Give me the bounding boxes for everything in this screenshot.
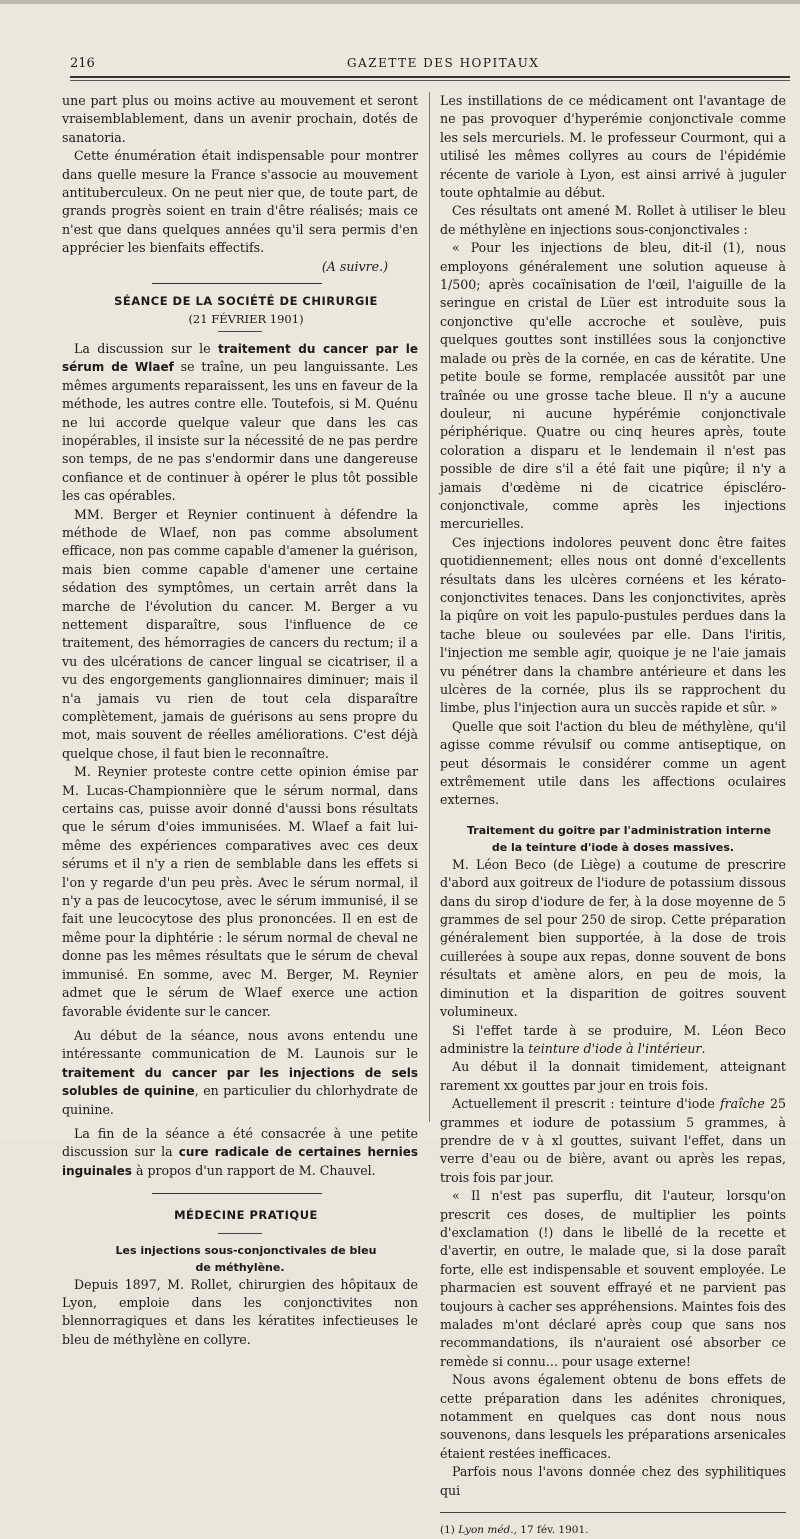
paragraph: MM. Berger et Reynier continuent à défendre la méthode de Wlaef, non pas comme absolument efficace, non pas comme capable d'amener la guérison, mais bien comme capable d'amener une certaine sédation des symptômes, un certain arrêt dans la marche de l'évolution du cancer. M. Berger a vu nettement disparaître, sous l'influence de ce traitement, des hémorragies de cancers du rectum; il a vu des ulcérations de cancer lingual se cicatriser, il a vu des engorgements ganglionnaires diminuer; mais il n'a jamais vu rien de tout cela disparaître complètement, jamais de guérisons au sens propre du mot, mais souvent de réelles améliorations. C'est déjà quelque chose, il faut bien le reconnaître. [62,506,418,761]
section-date: (21 FÉVRIER 1901) [188,312,304,327]
paragraph: Depuis 1897, M. Rollet, chirurgien des hôpitaux de Lyon, emploie dans les conjonctivites non blennorragiques et dans les kératites infectieuses le bleu de méthylène en collyre. [62,1276,418,1347]
page-number: 216 [70,56,95,71]
paragraph: une part plus ou moins active au mouvement et seront vraisemblablement, dans un avenir prochain, dotés de sanatoria. [62,93,418,145]
ornament-separator [62,276,418,292]
paragraph: Au début il la donnait timidement, atteignant rarement xx gouttes par jour en trois fois. [440,1059,786,1093]
paragraph: Si l'effet tarde à se produire, M. Léon Beco administre la teinture d'iode à l'intérieur. [440,1022,786,1056]
separator-line [152,1193,322,1194]
to-be-continued: (A suivre.) [321,258,388,274]
paragraph: M. Reynier proteste contre cette opinion émise par M. Lucas-Championnière que le sérum normal, dans certains cas, puisse avoir donné d'aussi bons résultats que le sérum d'oies immunisées. M. Wlaef a fait lui-même des expériences comparatives avec ces deux sérums et il n'y a rien de semblable dans les effets si l'on y regarde d'un peu près. Avec le sérum normal, il n'y a pas de leucocytose, avec le sérum immunisé, il se fait une leucocytose des plus prononcées. Il en est de même pour la diphtérie : le sérum normal de cheval ne donne pas les mêmes résultats que le sérum de cheval immunisé. En somme, avec M. Berger, M. Reynier admet que le sérum de Wlaef exerce une action favorable évidente sur le cancer. [62,764,418,1019]
paragraph: Nous avons également obtenu de bons effets de cette préparation dans les adénites chroniques, notamment en quelques cas dont nous nous souvenons, dans lesquels les préparations arsenicales étaient restées inefficaces. [440,1372,786,1461]
separator-line [152,283,322,284]
footnote: (1) Lyon méd., 17 fév. 1901. [440,1524,589,1537]
paragraph: M. Léon Beco (de Liège) a coutume de prescrire d'abord aux goitreux de l'iodure de potassium dissous dans du sirop d'iodure de fer, à la dose moyenne de 5 grammes de sel pour 250 de sirop. Cette préparation généralement bien supportée, à la dose de trois cuillerées à soupe aux repas, donne souvent de bons résultats et amène alors, en peu de mois, la diminution et la disparition de goitres souvent volumineux. [440,856,786,1020]
paragraph: La fin de la séance a été consacrée à une petite discussion sur la cure radicale de certaines hernies inguinales à propos d'un rapport de M. Chauvel. [62,1125,418,1178]
article-title: Les injections sous-conjonctivales de bleu de méthylène. [115,1243,377,1274]
section-heading: SÉANCE DE LA SOCIÉTÉ DE CHIRURGIE [114,294,378,309]
paragraph: Ces résultats ont amené M. Rollet à utiliser le bleu de méthylène en injections sous-conjonctivales : [440,203,786,237]
footnote-rule [440,1512,786,1513]
page-header [70,56,790,74]
article-title: Traitement du goitre par l'administration interne de la teinture d'iode à doses massives. [467,823,771,854]
short-rule [218,331,262,332]
left-column [62,92,418,1349]
journal-title: GAZETTE DES HOPITAUX [347,56,540,70]
paragraph: Ces injections indolores peuvent donc être faites quotidiennement; elles nous ont donné d'excellents résultats dans les ulcères cornéens et les kérato-conjonctivites tenaces. Dans les conjonctivites, après la piqûre on voit les papulo-pustules perdues dans la tache bleue ou soulevées par elle. Dans l'iritis, l'injection me semble agir, quoique je ne l'aie jamais vu pénétrer dans la chambre antérieure et dans les ulcères de la cornée, plus ils se rapprochent du limbe, plus l'injection aura un succès rapide et sûr. » [440,534,786,716]
right-column [440,92,786,1539]
top-border [0,0,800,4]
header-rule-thick [70,76,790,78]
paragraph: Actuellement il prescrit : teinture d'iode fraîche 25 grammes et iodure de potassium 5 grammes, à prendre de v à xl gouttes, suivant l'effet, dans un verre d'eau ou de bière, avant ou après les repas, trois fois par jour. [440,1096,786,1185]
paragraph: Cette énumération était indispensable pour montrer dans quelle mesure la France s'associe au mouvement antituberculeux. On ne peut nier que, de toute part, de grands progrès soient en train d'être réalisés; mais ce n'est que dans quelques années qu'il sera permis d'en apprécier les bienfaits effectifs. [62,148,418,256]
section-heading: MÉDECINE PRATIQUE [174,1208,318,1223]
paragraph: La discussion sur le traitement du cancer par le sérum de Wlaef se traîne, un peu languissante. Les mêmes arguments reparaissent, les uns en faveur de la méthode, les autres contre elle. Toutefois, si M. Quénu ne lui accorde quelque valeur que dans les cas inopérables, il insiste sur la nécessité de ne pas perdre son temps, de ne pas s'endormir dans une dangereuse confiance et de continuer à opérer le plus tôt possible les cas opérables. [62,340,418,504]
paragraph: « Pour les injections de bleu, dit-il (1), nous employons généralement une solution aqueuse à 1/500; après cocaïnisation de l'œil, l'aiguille de la seringue en cristal de Lüer est introduite sous la conjonctive qu'elle accroche et soulève, puis quelques gouttes sont instillées sous la conjonctive malade ou près de la cornée, en cas de kératite. Une petite boule se forme, remplacée aussitôt par une traînée ou une grosse tache bleue. Il n'y a aucune douleur, ni aucune hypérémie conjonctivale périphérique. Quatre ou cinq heures après, toute coloration a disparu et le lendemain il n'est pas possible de dire s'il a été fait une piqûre; il n'y a jamais d'œdème ni de cicatrice épiscléro-conjonctivale, comme après les injections mercurielles. [440,240,786,532]
column-divider [429,92,430,1122]
paragraph: Parfois nous l'avons donnée chez des syphilitiques qui [440,1464,786,1498]
paragraph: Quelle que soit l'action du bleu de méthylène, qu'il agisse comme révulsif ou comme antiseptique, on peut désormais le considérer comme un agent extrêmement utile dans les affections oculaires externes. [440,718,786,808]
paragraph: Au début de la séance, nous avons entendu une intéressante communication de M. Launois sur le traitement du cancer par les injections de sels solubles de quinine, en particulier du chlorhydrate de quinine. [62,1027,418,1117]
paragraph: « Il n'est pas superflu, dit l'auteur, lorsqu'on prescrit ces doses, de multiplier les points d'exclamation (!) dans le libellé de la recette et d'avertir, en outre, le malade que, si la dose paraît forte, elle est indispensable et souvent employée. Le pharmacien est souvent effrayé et ne parvient pas toujours à cacher ses appréhensions. Maintes fois des malades m'ont déclaré après coup que sans nos recommandations, ils n'auraient osé absorber ce remède si connu... pour usage externe! [440,1188,786,1369]
paragraph: Les instillations de ce médicament ont l'avantage de ne pas provoquer d'hyperémie conjonctivale comme les sels mercuriels. M. le professeur Courmont, qui a utilisé les mêmes collyres au cours de l'épidémie récente de variole à Lyon, est ainsi arrivé à juguler toute ophtalmie au début. [440,93,786,201]
header-rule-thin [70,80,790,81]
ornament-separator [62,1186,418,1202]
short-rule [218,1233,262,1234]
